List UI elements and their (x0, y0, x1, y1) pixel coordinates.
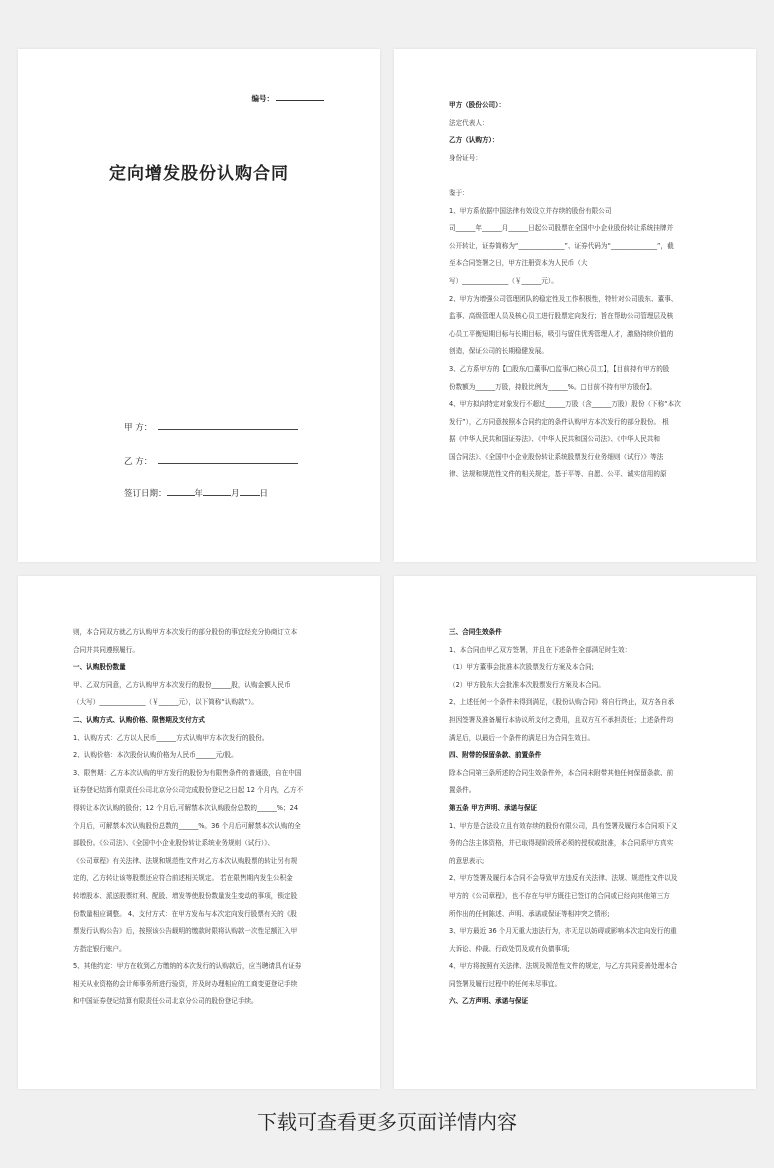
body-line: 创造，保证公司的长期稳健发展。 (449, 347, 548, 356)
page-3-body (73, 624, 332, 1011)
sign-month-blank (203, 495, 231, 496)
section-heading: 三、合同生效条件 (449, 628, 502, 636)
body-line: 务的合法主体资格，并已取得现阶段所必须的授权或批准，本合同系甲方真实 (449, 839, 674, 848)
body-line: （大写）______________（￥______元），以下简称“认购款”）。 (73, 698, 258, 707)
download-more-caption: 下载可查看更多页面详情内容 (257, 1110, 517, 1134)
section-heading: 四、附带的保留条款、前置条件 (449, 751, 542, 760)
sign-date-label: 签订日期： (124, 489, 167, 499)
body-line: 大诉讼、仲裁、行政处罚及或有负债事项; (449, 944, 570, 953)
body-line: 的意思表示; (449, 856, 485, 865)
body-line: 监事、高级管理人员及核心员工进行股票定向发行；旨在帮助公司管理层及核 (449, 312, 674, 321)
body-line: 和中国证券登记结算有限责任公司北京分公司的股份登记手续。 (73, 997, 258, 1006)
body-line: 方指定银行账户。 (73, 944, 126, 953)
party-b-blank (158, 463, 298, 464)
party-a-blank (158, 429, 298, 430)
body-line: 得转让本次认购的股份；12 个月后,可解禁本次认购股份总数的______%；24 (73, 803, 299, 812)
body-line: 甲方的《公司章程》，也不存在与甲方既往已签订的合同或已经向其他第三方 (449, 891, 670, 900)
body-line: 则，本合同双方就乙方认购甲方本次发行的部分股份的事宜经充分协商订立本 (73, 628, 298, 636)
contract-number (252, 93, 325, 104)
body-line: 法定代表人： (449, 118, 489, 127)
body-line: 1、甲方是合法设立且有效存续的股份有限公司，具有签署及履行本合同项下义 (449, 821, 678, 830)
body-line: 写）______________（￥______元）。 (449, 276, 558, 285)
body-line: （2）甲方股东大会批准本次股票发行方案及本合同。 (449, 680, 605, 689)
body-line: 心员工平衡短期目标与长期目标，吸引与留住优秀管理人才，激励持续价值的 (449, 329, 674, 338)
body-line: 相关从业资格的会计师事务所进行验资，并及时办理相应的工商变更登记手续 (73, 979, 298, 988)
body-line: 1、甲方系依据中国法律有效设立并存续的股份有限公司 (449, 206, 612, 215)
page-2-body (449, 97, 708, 484)
body-line: 2、认购价格：本次股份认购价格为人民币______元/股。 (73, 751, 238, 760)
body-line: 公开转让，证券简称为“______________”、证券代码为“______________”，截 (449, 241, 674, 250)
body-line: 部股份。《公司法》、《全国中小企业股份转让系统业务规则（试行）》、 (73, 839, 275, 848)
body-line: 2、上述任何一个条件未得到满足，《股份认购合同》将自行终止，双方各自承 (449, 698, 675, 707)
body-line: 定的，乙方转让该等股票还应符合前述相关规定。 若在限售期内发生公积金 (73, 874, 293, 883)
body-line: 份数量相应调整。 4、支付方式：在甲方发布与本次定向发行股票有关的《股 (73, 909, 297, 918)
body-line: 担因签署及准备履行本协议所支付之费用，且双方互不承担责任；上述条件均 (449, 715, 674, 724)
body-line: 转增股本、派送股票红利、配股、增发等使股份数量发生变动的事项，锁定股 (73, 891, 298, 900)
contract-number-blank (276, 100, 324, 101)
section-heading: 甲方（股份公司）： (449, 101, 506, 109)
body-line: 4、甲方将按照有关法律、法规及规范性文件的规定，与乙方共同妥善处理本合 (449, 962, 678, 971)
document-page-2 (394, 49, 756, 562)
body-line: 4、甲方拟向特定对象发行不超过______万股（含______万股）股份（下称“本次 (449, 400, 681, 409)
sign-day-blank (240, 495, 260, 496)
document-page-4 (394, 576, 756, 1089)
body-line: 除本合同第三条所述的合同生效条件外，本合同未附带其他任何保留条款、前 (449, 768, 674, 777)
party-a-field (124, 421, 298, 433)
body-line: 3、限售期：乙方本次认购的甲方发行的股份为有限售条件的普通股，自在中国 (73, 768, 302, 777)
body-line: 3、甲方最近 36 个月无重大违法行为，亦无足以妨碍或影响本次定向发行的重 (449, 927, 677, 936)
sign-month-label: 月 (231, 489, 240, 499)
party-b-field (124, 455, 298, 467)
body-line: 份数额为______万股，持股比例为______%。□目前不持有甲方股份】。 (449, 382, 657, 391)
body-line: 个月后，可解禁本次认购股份总数的______%。36 个月后可解禁本次认购的全 (73, 821, 301, 830)
body-line: 身份证号： (449, 153, 482, 162)
sign-date-field (124, 487, 268, 499)
body-line: 2、甲方为增强公司管理团队的稳定性及工作积极性，特针对公司股东、董事、 (449, 294, 678, 303)
section-heading: 二、认购方式、认购价格、限售期及支付方式 (73, 715, 205, 724)
document-title: 定向增发股份认购合同 (109, 164, 289, 184)
body-line: 证券登记结算有限责任公司北京分公司完成股份登记之日起 12 个月内，乙方不 (73, 786, 304, 795)
body-line: 《公司章程》有关法律、法规和规范性文件对乙方本次认购股票的转让另有规 (73, 856, 298, 865)
section-heading: 一、认购股份数量 (73, 663, 126, 672)
section-heading: 六、乙方声明、承诺与保证 (449, 997, 529, 1006)
document-page-3 (18, 576, 380, 1089)
body-line: 3、乙方系甲方的【□股东/□董事/□监事/□核心员工】，【目前持有甲方的股 (449, 364, 670, 373)
body-line: 合同并共同遵照履行。 (73, 645, 139, 654)
body-line: 所作出的任何陈述、声明、承诺或保证等相冲突之情形; (449, 909, 610, 918)
body-line: 司______年______月______日起公司股票在全国中小企业股份转让系统挂牌并 (449, 224, 674, 233)
sign-year-label: 年 (194, 489, 204, 499)
party-a-label: 甲 方： (124, 423, 153, 433)
body-line: 1、认购方式：乙方以人民币______方式认购甲方本次发行的股份。 (73, 733, 269, 742)
contract-number-label: 编号： (251, 94, 274, 103)
body-line (449, 167, 708, 185)
body-line: 鉴于： (449, 188, 469, 197)
sign-day-label: 日 (259, 489, 269, 499)
body-line: 满足后，以最后一个条件的满足日为合同生效日。 (449, 733, 595, 742)
section-heading: 乙方（认购方）： (449, 136, 499, 145)
body-line: 甲、乙双方同意，乙方认购甲方本次发行的股份______股，认购金额人民币 (73, 680, 291, 689)
body-line: 置条件。 (449, 786, 476, 795)
body-line: 至本合同签署之日，甲方注册资本为人民币（大 (449, 259, 588, 268)
document-page-cover (18, 49, 380, 562)
body-line: 发行”），乙方同意按照本合同约定的条件认购甲方本次发行的部分股份。 根 (449, 417, 669, 426)
body-line: 5、其他约定：甲方在收到乙方缴纳的本次发行的认购款后，应当聘请具有证券 (73, 962, 302, 971)
page-4-body (449, 624, 708, 1011)
section-heading: 第五条 甲方声明、承诺与保证 (449, 803, 538, 812)
body-line: 律、法规和规范性文件的相关规定，基于平等、自愿、公平、诚实信用的原 (449, 470, 667, 479)
party-b-label: 乙 方： (124, 457, 153, 467)
body-line: 同签署及履行过程中的任何未尽事宜。 (449, 979, 562, 988)
body-line: 1、本合同由甲乙双方签署，并且在下述条件全部满足时生效： (449, 645, 632, 654)
body-line: 票发行认购公告》后，按照该公告载明的缴款时限将认购款一次性足额汇入甲 (73, 927, 298, 936)
sign-year-blank (167, 495, 195, 496)
body-line: （1）甲方董事会批准本次股票发行方案及本合同; (449, 663, 594, 672)
body-line: 据《中华人民共和国证券法》、《中华人民共和国公司法》、《中华人民共和 (449, 435, 660, 444)
body-line: 2、甲方签署及履行本合同不会导致甲方违反有关法律、法规、规范性文件以及 (449, 874, 678, 883)
body-line: 国合同法》、《全国中小企业股份转让系统股票发行业务细则（试行）》等法 (449, 452, 664, 461)
